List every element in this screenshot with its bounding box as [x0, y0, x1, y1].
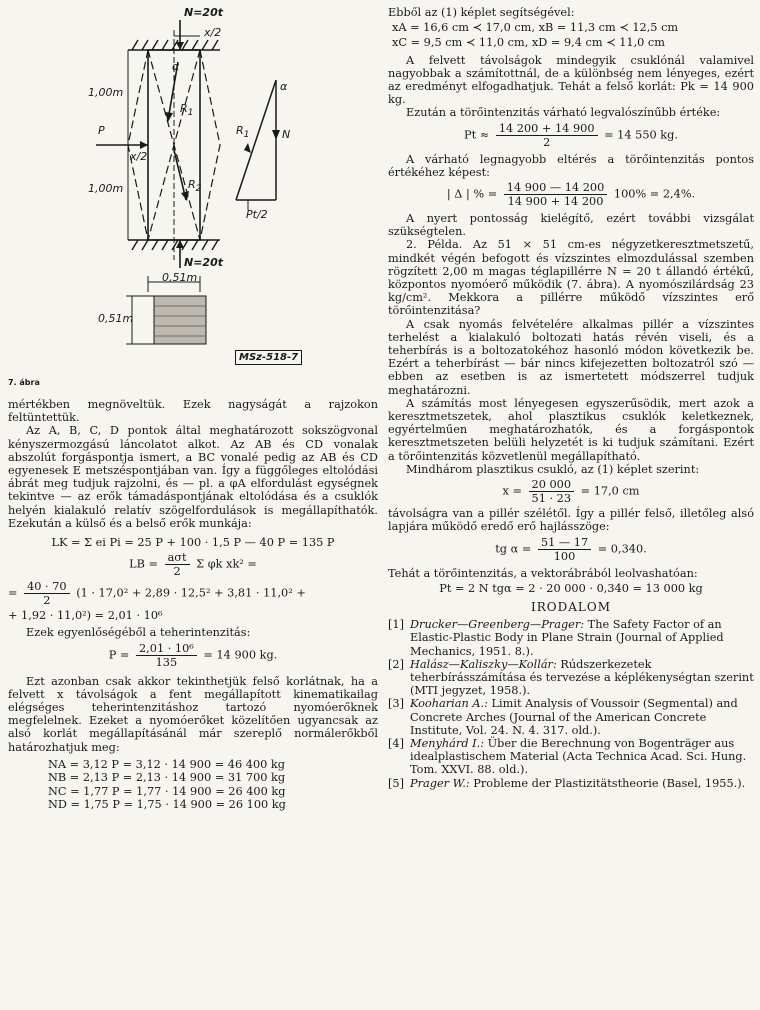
height-top-label: 1,00m: [88, 86, 124, 99]
top-offset-label: x/2: [204, 26, 222, 39]
reference-item: [5] Prager W.: Probleme der Plastizitätstheorie (Basel, 1955.).: [388, 776, 746, 790]
vector-n-label: N: [282, 128, 291, 141]
right-paragraph-2: A felvett távolságok mindegyik csuklónál valamivel nagyobbak a számítottnál, de a különbség nem lényeges, ezért az eredményt elfogadhatjuk. Tehát a felső korlát: Pk = 14 900 kg.: [388, 53, 754, 107]
x-values-row-1: xA = 16,6 cm ≺ 17,0 cm, xB = 11,3 cm ≺ 12,5 cm: [392, 21, 679, 35]
right-paragraph-1: Ebből az (1) képlet segítségével:: [388, 6, 575, 19]
alpha-triangle-label: α: [280, 80, 288, 93]
vector-r1-label: $R_1$: [236, 124, 250, 141]
right-paragraph-8: A számítás most lényegesen egyszerűsödik, mert azok a keresztmetszetek, ahol plasztikus csuklók keletkeznek, egyértelműen meghatározhatók, és a forgáspontok keresztmetszeten belüli helyzetét is ki tudjuk számítani. Ezért a törőintenzitás közvetlenül megállapítható.: [388, 396, 754, 463]
force-table: [48, 758, 378, 812]
right-paragraph-6: 2. Példa. Az 51 × 51 cm-es négyzetkeresztmetszetű, mindkét végén befogott és vízszintes elmozdulással szemben rögzített 2,00 m magas téglapillérre N = 20 t állandó értékű, központos nyomóerő működik (7. ábra). A nyomószilárdság 23 kg/cm². Mekkora a pillérre működő vízszintes erő törőintenzitása?: [388, 238, 754, 318]
equation-pt: Pt ≈ $\frac{14 200 + 14 900}{2}$ = 14 550 kg.: [464, 121, 678, 149]
force-row: NA = 3,12 P = 3,12 · 14 900 = 46 400 kg: [48, 757, 285, 771]
right-paragraph-7: A csak nyomás felvételére alkalmas pillér a vízszintes terhelést a kialakuló boltozati hatás révén viseli, és a teherbírás is a boltozatokéhoz hasonló módon következik be. Ezért a teherbírást — bár nincs kifejezetten boltozatról szó — ebben az esetben is az ismertetett módszerrel tudjuk meghatározni.: [388, 317, 754, 397]
top-load-label: N=20t: [184, 6, 223, 19]
right-paragraph-5: A nyert pontosság kielégítő, ezért további vizsgálat szükségtelen.: [388, 212, 754, 239]
r1-label: $R_1$: [180, 102, 194, 119]
reference-list: [388, 618, 754, 790]
right-paragraph-11: Tehát a törőintenzitás, a vektorábrából leolvashatóan:: [388, 566, 698, 580]
bottom-load-label: N=20t: [184, 256, 223, 269]
left-paragraph-1: mértékben megnöveltük. Ezek nagyságát a rajzokon feltüntettük.: [8, 398, 378, 425]
alpha-label: α: [172, 60, 180, 73]
vector-p-label: Pt/2: [246, 208, 268, 221]
equation-lb-line3: + 1,92 · 11,0²) = 2,01 · 10⁶: [8, 609, 163, 623]
left-column: [8, 398, 378, 816]
equation-p: P = $\frac{\text{2,01 · 10⁶}}{135}$ = 14 900 kg.: [108, 641, 278, 669]
right-paragraph-4: A várható legnagyobb eltérés a törőintenzitás pontos értékéhez képest:: [388, 152, 754, 179]
equation-lb: LB = $\frac{\text{aσt}}{2}$ Σ φk xk² =: [129, 551, 257, 579]
r2-label: $R_2$: [188, 178, 202, 195]
force-row: NC = 1,77 P = 1,77 · 14 900 = 26 400 kg: [48, 784, 286, 798]
left-paragraph-4: Ezt azonban csak akkor tekinthetjük felső korlátnak, ha a felvett x távolságok a fent megállapított kinematikailag elégséges teherintenzitáshoz tartozó nyomóerőknek megfelelnek. Ezeket a nyomóerőket közelítően ugyancsak az alsó korlát megállapításánál már szereplő normálerőkből határozhatjuk meg:: [8, 674, 378, 754]
reference-item: [3] Kooharian A.: Limit Analysis of Voussoir (Segmental) and Concrete Arches (Journal of the American Concrete Institute, Vol. 24. N. 4. 317. old.).: [388, 697, 738, 737]
mid-offset-label: x/2: [130, 150, 148, 163]
depth-label: 0,51m: [98, 312, 134, 325]
equation-delta: | Δ | % = $\frac{14 900 — 14 200}{14 900 + 14 200}$ 100% = 2,4%.: [446, 181, 696, 209]
equation-final: Pt = 2 N tgα = 2 · 20 000 · 0,340 = 13 000 kg: [439, 581, 703, 595]
equation-lk: LK = Σ ei Pi = 25 P + 100 · 1,5 P — 40 P = 135 P: [51, 536, 335, 550]
x-values-row-2: xC = 9,5 cm ≺ 11,0 cm, xD = 9,4 cm ≺ 11,0 cm: [392, 36, 665, 50]
force-p-label: P: [98, 124, 105, 137]
figure-7: [8, 0, 378, 400]
equation-lb-line2: = $\frac{40 \cdot 70}{2}$ (1 · 17,0² + 2,89 · 12,5² + 3,81 · 11,0² +: [8, 580, 306, 608]
force-row: ND = 1,75 P = 1,75 · 14 900 = 26 100 kg: [48, 798, 286, 812]
equation-tg: tg α = $\frac{51 — 17}{100}$ = 0,340.: [495, 535, 647, 563]
force-row: NB = 2,13 P = 2,13 · 14 900 = 31 700 kg: [48, 771, 286, 785]
figure-caption: 7. ábra: [8, 378, 40, 387]
right-column: [388, 6, 754, 790]
equation-x: x = $\frac{20 000}{51 \cdot 23}$ = 17,0 cm: [502, 478, 640, 506]
width-label: 0,51m: [162, 271, 198, 284]
pillar-diagram: [8, 0, 378, 400]
right-paragraph-10: távolságra van a pillér szélétől. Így a pillér felső, illetőleg alsó lapjára működő eredő erő hajlásszöge:: [388, 507, 754, 534]
height-bottom-label: 1,00m: [88, 182, 124, 195]
standard-stamp: MSz-518-7: [235, 350, 302, 365]
reference-item: [1] Drucker—Greenberg—Prager: The Safety Factor of an Elastic-Plastic Body in Plane Strain (Journal of Applied Mechanics, 1951. 8.).: [388, 618, 724, 658]
left-paragraph-2: Az A, B, C, D pontok által meghatározott sokszögvonal kényszermozgású láncolatot alkot. Az AB és CD vonalak abszolút forgáspontja ismert, a BC vonalé pedig az AB és CD egyenesek E metszéspontjában van. Így a függőleges eltolódási ábrát meg tudjuk rajzolni, és — pl. a φA elfordulást egységnek tekintve — az erők támadáspontjának eltolódása és a csuklók helyén kialakuló relatív szögelfordulások is megállapíthatók. Ezekután a külső és a belső erők munkája:: [8, 424, 378, 530]
reference-item: [4] Menyhárd I.: Über die Berechnung von Bogenträger aus idealplastischem Material (Acta Technica Acad. Sci. Hung. Tom. XXVI. 88. old.).: [388, 736, 747, 777]
right-paragraph-9: Mindhárom plasztikus csukló, az (1) képlet szerint:: [406, 462, 700, 476]
left-paragraph-3: Ezek egyenlőségéből a teherintenzitás:: [26, 626, 251, 640]
right-paragraph-3: Ezután a törőintenzitás várható legvalószínűbb értéke:: [406, 106, 721, 120]
reference-item: [2] Halász—Kaliszky—Kollár: Rúdszerkezetek teherbírásszámítása és tervezése a képlékenységtan szerint (MTI jegyzet, 1958.).: [388, 657, 754, 698]
references-heading: IRODALOM: [531, 599, 611, 614]
